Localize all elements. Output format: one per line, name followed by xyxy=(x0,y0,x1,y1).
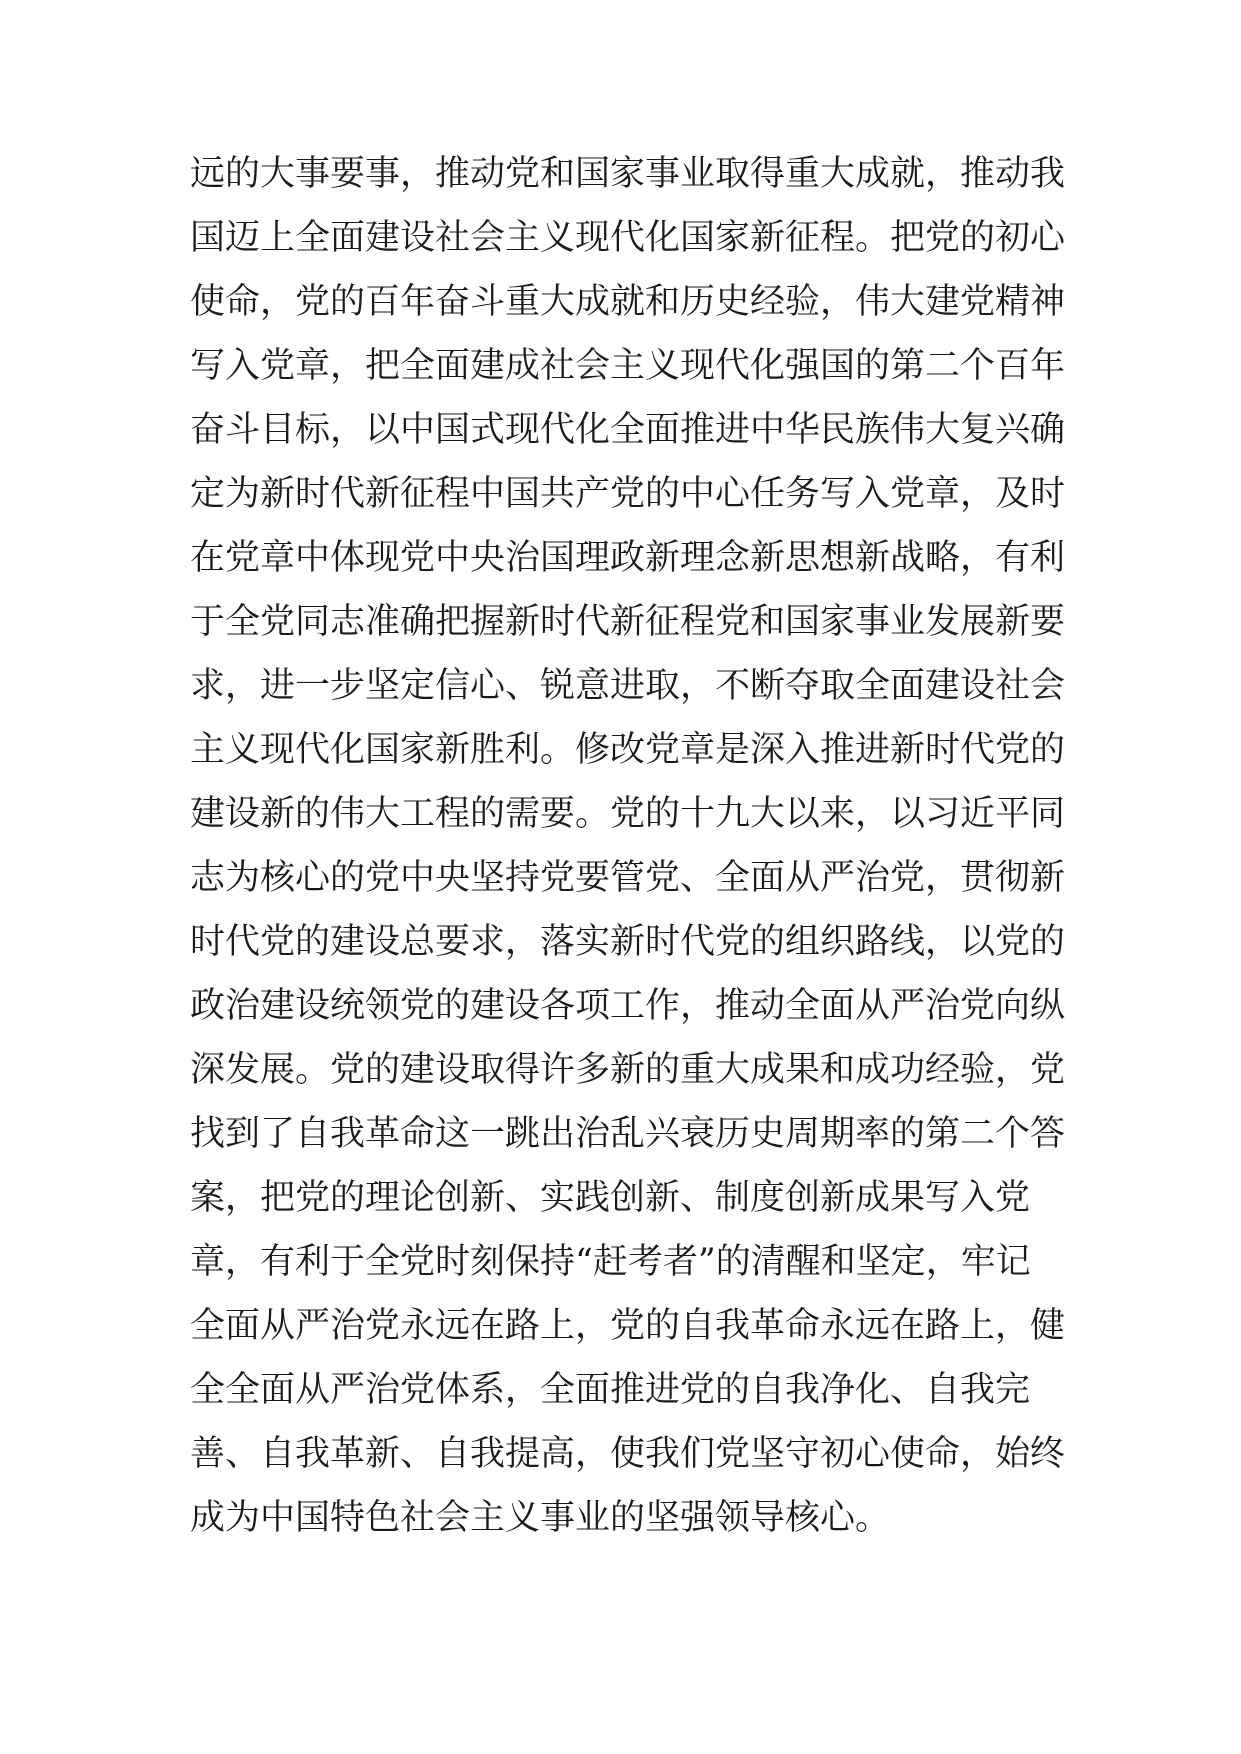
text-line-6: 定为新时代新征程中国共产党的中心任务写入党章，及时 xyxy=(190,474,1066,514)
text-line-14: 政治建设统领党的建设各项工作，推动全面从严治党向纵 xyxy=(190,986,1066,1026)
text-line-7: 在党章中体现党中央治国理政新理念新思想新战略，有利 xyxy=(190,538,1066,578)
text-line-11: 建设新的伟大工程的需要。党的十九大以来，以习近平同 xyxy=(190,794,1066,834)
text-line-15: 深发展。党的建设取得许多新的重大成果和成功经验，党 xyxy=(190,1050,1066,1090)
body-text xyxy=(190,142,1066,1550)
text-line-13: 时代党的建设总要求，落实新时代党的组织路线，以党的 xyxy=(190,922,1066,962)
text-line-17: 案，把党的理论创新、实践创新、制度创新成果写入党 xyxy=(190,1178,1031,1218)
text-line-12: 志为核心的党中央坚持党要管党、全面从严治党，贯彻新 xyxy=(190,858,1066,898)
text-line-3: 使命，党的百年奋斗重大成就和历史经验，伟大建党精神 xyxy=(190,282,1066,322)
text-line-22: 成为中国特色社会主义事业的坚强领导核心。 xyxy=(190,1498,891,1538)
text-line-8: 于全党同志准确把握新时代新征程党和国家事业发展新要 xyxy=(190,602,1066,642)
text-line-16: 找到了自我革命这一跳出治乱兴衰历史周期率的第二个答 xyxy=(190,1114,1066,1154)
text-line-2: 国迈上全面建设社会主义现代化国家新征程。把党的初心 xyxy=(190,218,1066,258)
text-line-5: 奋斗目标，以中国式现代化全面推进中华民族伟大复兴确 xyxy=(190,410,1066,450)
text-line-4: 写入党章，把全面建成社会主义现代化强国的第二个百年 xyxy=(190,346,1066,386)
text-line-1: 远的大事要事，推动党和国家事业取得重大成就，推动我 xyxy=(190,154,1066,194)
text-line-9: 求，进一步坚定信心、锐意进取，不断夺取全面建设社会 xyxy=(190,666,1066,706)
text-line-20: 全全面从严治党体系，全面推进党的自我净化、自我完 xyxy=(190,1370,1031,1410)
text-line-21: 善、自我革新、自我提高，使我们党坚守初心使命，始终 xyxy=(190,1434,1066,1474)
text-line-10: 主义现代化国家新胜利。修改党章是深入推进新时代党的 xyxy=(190,730,1066,770)
text-line-18: 章，有利于全党时刻保持“赶考者”的清醒和坚定，牢记 xyxy=(190,1242,1031,1282)
text-line-19: 全面从严治党永远在路上，党的自我革命永远在路上，健 xyxy=(190,1306,1066,1346)
